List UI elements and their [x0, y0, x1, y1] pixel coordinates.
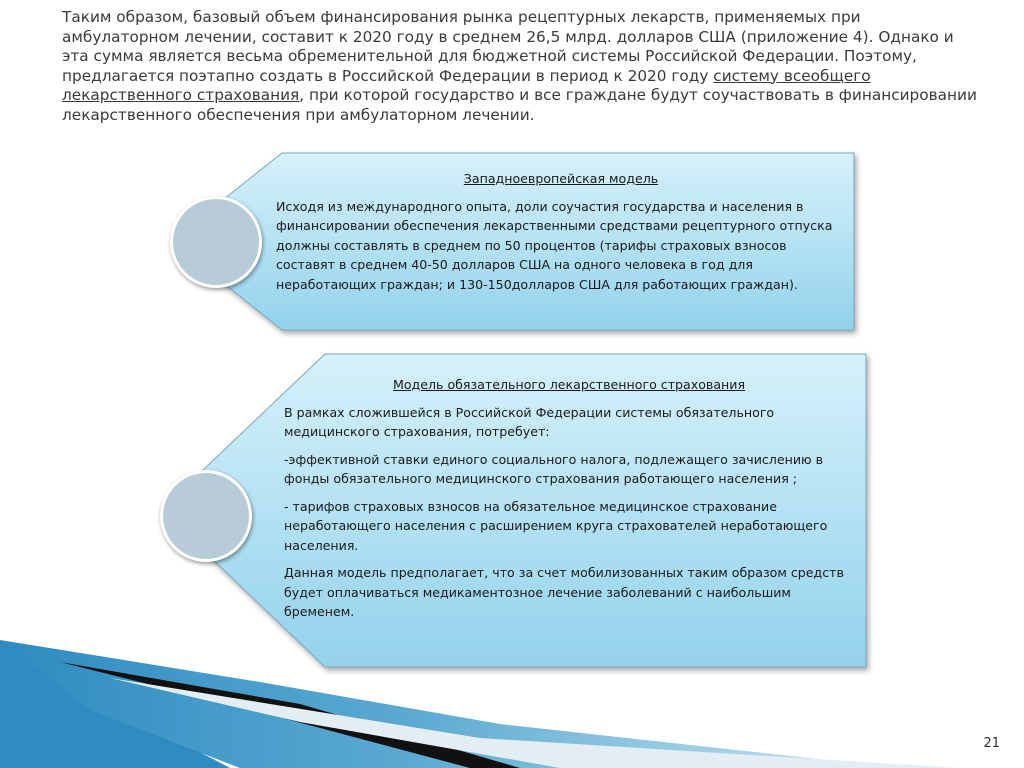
panel2-paragraph-1: В рамках сложившейся в Российской Федерации системы обязательного медицинского страхования, потребует:	[284, 404, 775, 439]
panel2-paragraph-3: - тарифов страховых взносов на обязательное медицинское страхование неработающего населения с расширением круга страхователей неработающего населения.	[284, 498, 828, 553]
page-number: 21	[983, 736, 1000, 751]
panel2-content	[284, 375, 854, 630]
panel2-title: Модель обязательного лекарственного страхования	[392, 377, 746, 392]
panel2-paragraph-4: Данная модель предполагает, что за счет мобилизованных таким образом средств будет оплачиваться медикаментозное лечение заболеваний с наибольшим бременем.	[284, 565, 844, 619]
panel1-circle-marker	[170, 196, 262, 288]
insurance-system-link-text: систему всеобщего лекарственного страхования	[62, 66, 871, 104]
intro-text-end: , при которой государство и все граждане будут соучаствовать в финансировании лекарственного обеспечения при амбулаторном лечении.	[62, 86, 977, 124]
western-european-model-panel	[170, 152, 856, 332]
panel1-content	[276, 169, 846, 302]
intro-text-start: Таким образом, базовый объем финансирования рынка рецептурных лекарств, применяемых при амбулаторном лечении, составит к 2020 году в среднем 26,5 млрд. долларов США (приложение 4). Однако и эта сумма является весьма обременительной для бюджетной системы Российской Федерации. Поэтому, предлагается поэтапно создать в Российской Федерации в период к 2020 году	[62, 8, 954, 85]
decorative-swoosh	[0, 600, 1024, 768]
panel1-title: Западноевропейская модель	[463, 171, 659, 186]
panel2-paragraph-2: -эффективной ставки единого социального налога, подлежащего зачислению в фонды обязательного медицинского страхования работающего населения ;	[284, 451, 824, 486]
intro-paragraph	[62, 8, 982, 125]
panel2-circle-marker	[160, 470, 252, 562]
panel1-body: Исходя из международного опыта, доли соучастия государства и населения в финансировании обеспечения лекарственными средствами рецептурного отпуска должны составлять в среднем по 50 процентов (тарифы страховых взносов составят в среднем 40-50 долларов США на одного человека в год для неработающих граждан; и 130-150долларов США для работающих граждан).	[276, 198, 833, 292]
